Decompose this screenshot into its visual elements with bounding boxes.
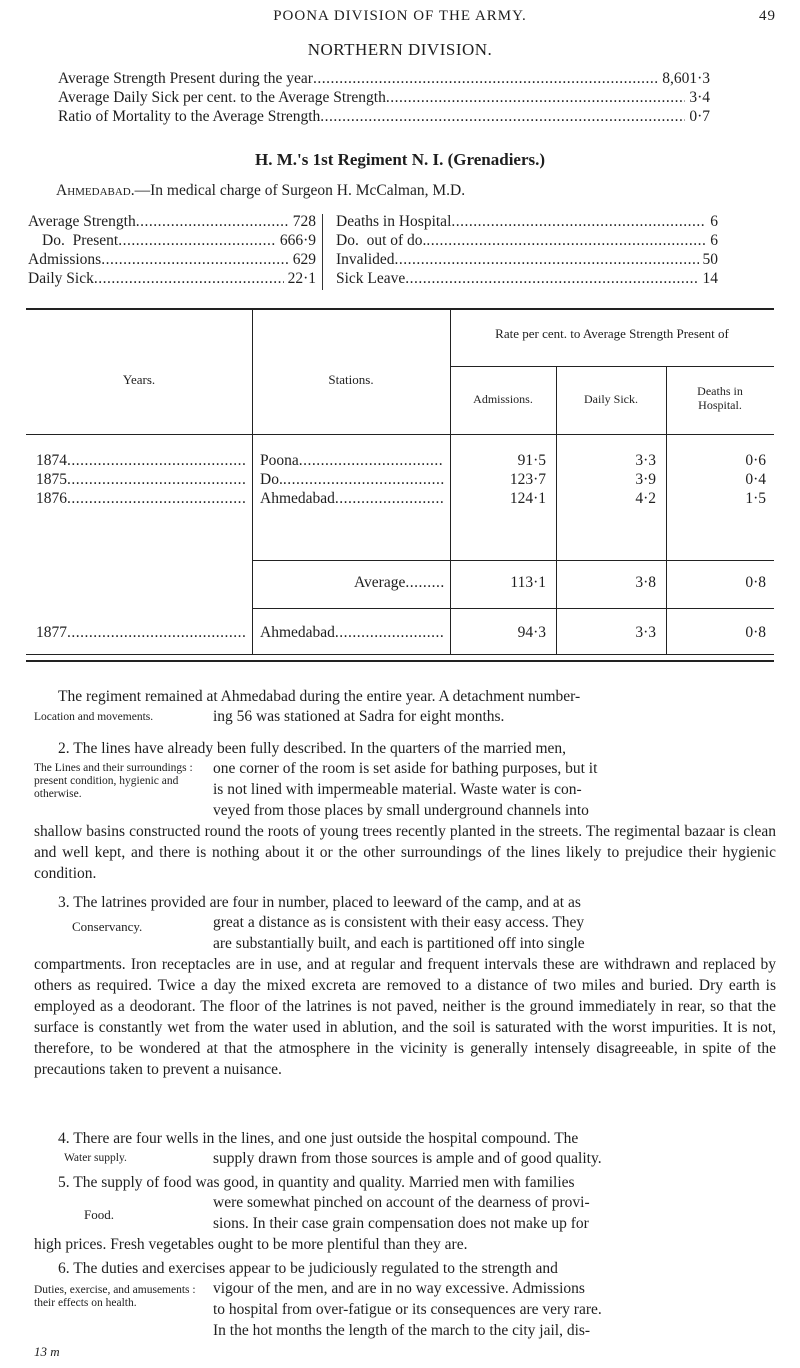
para-line: 6. The duties and exercises appear to be judiciously regulated to the strength and <box>58 1260 558 1277</box>
table-cell-station <box>260 624 444 642</box>
stat-value: 14 <box>702 270 718 287</box>
summary-row <box>58 89 710 107</box>
stat-value: 629 <box>292 251 316 268</box>
stat-label: Do. Present <box>42 232 119 249</box>
stat-row <box>336 213 718 231</box>
col-header-stations: Stations. <box>328 372 374 387</box>
table-cell-year <box>36 490 246 508</box>
table-cell-year <box>36 452 246 470</box>
table-rule <box>450 366 774 367</box>
table-rule <box>556 366 557 654</box>
table-cell-daily-sick: 3·9 <box>635 471 656 488</box>
charge-text: —In medical charge of Surgeon H. McCalman, M.D. <box>134 182 466 199</box>
col-header-years: Years. <box>122 372 156 387</box>
stat-value: 666·9 <box>279 232 316 249</box>
average-text: Average <box>354 574 406 591</box>
stat-row <box>28 270 316 288</box>
station-text: Do. <box>260 471 283 488</box>
summary-row <box>58 108 710 126</box>
para-line: high prices. Fresh vegetables ought to be more plentiful than they are. <box>34 1236 468 1253</box>
para-line: great a distance as is consistent with their easy access. They <box>213 914 585 931</box>
table-cell-year <box>36 471 246 489</box>
stat-row <box>336 232 718 250</box>
summary-label: Ratio of Mortality to the Average Strength <box>58 108 321 125</box>
para-line: In the hot months the length of the march to the city jail, dis- <box>213 1322 591 1339</box>
stat-row <box>28 251 316 269</box>
para-line: supply drawn from those sources is ample and of good quality. <box>213 1150 602 1167</box>
stat-label: Average Strength <box>28 213 136 230</box>
margin-note: Duties, exercise, and amusements : their effects on health. <box>34 1284 196 1309</box>
para-line: 5. The supply of food was good, in quantity and quality. Married men with families <box>58 1174 575 1191</box>
stat-label: Daily Sick <box>28 270 94 287</box>
table-rule <box>252 608 774 609</box>
table-cell-deaths: 0·8 <box>745 574 766 591</box>
para-line: 4. There are four wells in the lines, and one just outside the hospital compound. The <box>58 1130 579 1147</box>
table-rule <box>252 308 253 654</box>
table-cell-year <box>36 624 246 642</box>
para-line: are substantially built, and each is partitioned off into single <box>213 935 585 952</box>
stat-row <box>28 232 316 250</box>
para-line: 2. The lines have already been fully described. In the quarters of the married men, <box>58 740 567 757</box>
table-cell-station <box>260 452 444 470</box>
station-text: Ahmedabad <box>260 624 335 641</box>
margin-note: The Lines and their surroundings : present condition, hygienic and otherwise. <box>34 762 193 800</box>
stat-label: Invalided <box>336 251 395 268</box>
year-text: 1876 <box>36 490 67 507</box>
summary-value: 0·7 <box>689 108 710 125</box>
stat-value: 6 <box>710 213 718 230</box>
table-cell-deaths: 0·8 <box>745 624 766 641</box>
regiment-title: H. M.'s 1st Regiment N. I. (Grenadiers.) <box>254 150 546 169</box>
para-body: compartments. Iron receptacles are in use, and at regular and frequent intervals these are withdrawn and replaced by others as required. Twice a day the mixed excreta are removed to a distance of two miles and buried. Dry earth is employed as a deodorant. The floor of the latrines is not paved, neither is the ground immediately in rear, so that the surface is constantly wet from the water used in ablution, and the soil is saturated with the worst impurities. It is not, therefore, to be wondered at that the atmosphere in the vicinity is generally intensely disagreeable, in spite of the precautions taken to prevent a nuisance. <box>34 956 776 1078</box>
table-cell-admissions: 91·5 <box>517 452 546 469</box>
year-text: 1877 <box>36 624 67 641</box>
para-line: vigour of the men, and are in no way excessive. Admissions <box>213 1280 585 1297</box>
rates-table <box>26 308 774 664</box>
summary-value: 8,601·3 <box>662 70 710 87</box>
stat-label: Sick Leave <box>336 270 406 287</box>
para-line: veyed from those places by small underground channels into <box>213 802 589 819</box>
para-line: is not lined with impermeable material. Waste water is con- <box>213 781 582 798</box>
margin-note: Food. <box>84 1207 114 1222</box>
table-rule <box>26 654 774 655</box>
medical-charge-line <box>56 182 465 200</box>
table-rule <box>26 434 774 435</box>
table-rule <box>252 560 774 561</box>
col-header-group: Rate per cent. to Average Strength Present of <box>495 326 729 341</box>
table-cell-station <box>260 490 444 508</box>
stats-divider <box>322 214 323 290</box>
signature-mark: 13 m <box>34 1344 60 1359</box>
margin-note: Location and movements. <box>34 711 154 723</box>
table-cell-daily-sick: 3·3 <box>635 452 656 469</box>
stat-row <box>28 213 316 231</box>
table-cell-admissions: 124·1 <box>509 490 546 507</box>
stat-value: 22·1 <box>287 270 316 287</box>
table-rule <box>26 660 774 662</box>
col-header-deaths: Deaths in Hospital. <box>697 384 743 412</box>
charge-place: Ahmedabad. <box>56 182 135 199</box>
summary-label: Average Daily Sick per cent. to the Average Strength <box>58 89 386 106</box>
table-cell-station <box>260 471 444 489</box>
table-cell-deaths: 1·5 <box>745 490 766 507</box>
table-cell-admissions: 94·3 <box>517 624 546 641</box>
stat-row <box>336 251 718 269</box>
col-header-daily-sick: Daily Sick. <box>584 392 638 406</box>
stat-label: Deaths in Hospital <box>336 213 452 230</box>
para-line: one corner of the room is set aside for bathing purposes, but it <box>213 760 598 777</box>
summary-value: 3·4 <box>689 89 710 106</box>
table-cell-admissions: 113·1 <box>510 574 546 591</box>
para-body: shallow basins constructed round the roots of young trees recently planted in the streets. The regimental bazaar is clean and well kept, and there is nothing about it or the other surroundings of the lines likely to prejudice their hygienic condition. <box>34 823 776 882</box>
page-number: 49 <box>759 8 776 24</box>
stat-value: 50 <box>702 251 718 268</box>
para-line: were somewhat pinched on account of the dearness of provi- <box>213 1194 590 1211</box>
table-cell-average-label <box>354 574 444 592</box>
stat-value: 6 <box>710 232 718 249</box>
margin-note: Conservancy. <box>72 919 143 934</box>
col-header-admissions: Admissions. <box>473 392 533 406</box>
table-cell-admissions: 123·7 <box>509 471 546 488</box>
summary-row <box>58 70 710 88</box>
table-cell-daily-sick: 3·3 <box>635 624 656 641</box>
summary-label: Average Strength Present during the year <box>58 70 313 87</box>
station-text: Ahmedabad <box>260 490 335 507</box>
para-line: ing 56 was stationed at Sadra for eight months. <box>213 708 505 725</box>
para-line: 3. The latrines provided are four in number, placed to leeward of the camp, and at as <box>58 894 581 911</box>
table-rule <box>666 366 667 654</box>
stat-value: 728 <box>292 213 316 230</box>
para-line: sions. In their case grain compensation does not make up for <box>213 1215 589 1232</box>
table-cell-daily-sick: 3·8 <box>635 574 656 591</box>
margin-note: Water supply. <box>64 1152 127 1164</box>
table-cell-daily-sick: 4·2 <box>635 490 656 507</box>
section-title: NORTHERN DIVISION. <box>307 40 493 59</box>
year-text: 1874 <box>36 452 67 469</box>
station-text: Poona <box>260 452 299 469</box>
table-rule <box>26 308 774 310</box>
para-line: The regiment remained at Ahmedabad during the entire year. A detachment number- <box>58 688 581 705</box>
year-text: 1875 <box>36 471 67 488</box>
table-cell-deaths: 0·4 <box>745 471 766 488</box>
stat-row <box>336 270 718 288</box>
para-line: to hospital from over-fatigue or its consequences are very rare. <box>213 1301 602 1318</box>
stat-label: Do. out of do. <box>336 232 427 249</box>
stat-label: Admissions <box>28 251 102 268</box>
running-title: POONA DIVISION OF THE ARMY. <box>273 8 527 24</box>
table-cell-deaths: 0·6 <box>745 452 766 469</box>
